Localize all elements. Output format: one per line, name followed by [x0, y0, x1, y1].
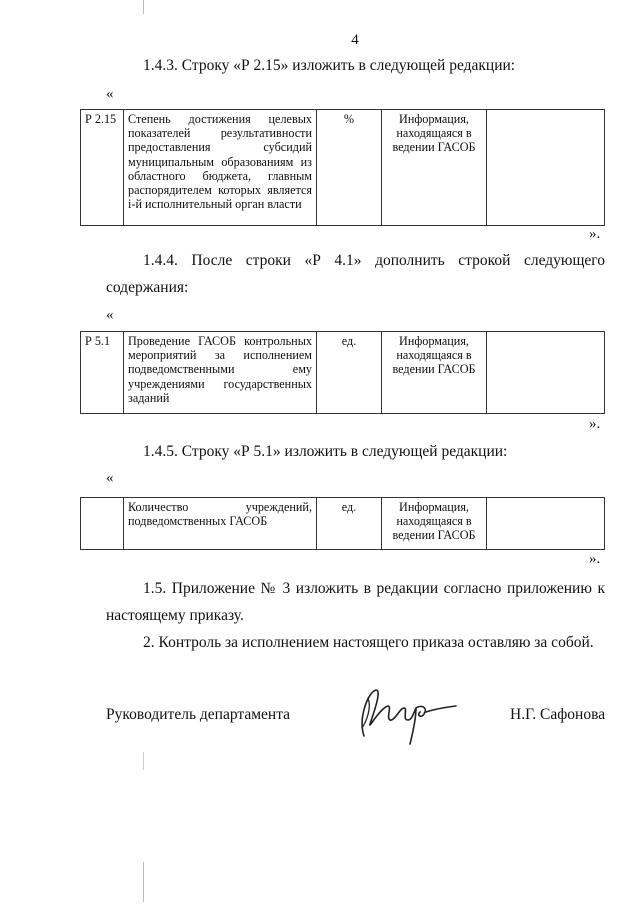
table-row-r5-1-edit	[80, 497, 605, 550]
table-cell-name-line: предоставления субсидий	[128, 140, 312, 155]
table-cell-code: Р 5.1	[81, 332, 124, 414]
scan-dots	[143, 752, 144, 770]
page-number: 4	[351, 32, 359, 48]
paragraph-1-5-line2: настоящему приказу.	[106, 607, 244, 624]
table-cell-name	[124, 498, 317, 550]
quote-open-1: «	[106, 86, 114, 102]
table-cell-empty	[487, 110, 605, 226]
signer-title: Руководитель департамента	[106, 706, 291, 723]
table-cell-name-line: подведомственными ему	[128, 362, 312, 377]
table-cell-name-line: заданий	[128, 390, 170, 405]
paragraph-1-4-3: 1.4.3. Строку «Р 2.15» изложить в следующей редакции:	[143, 57, 516, 74]
handwritten-signature	[350, 678, 460, 748]
table-cell-unit: ед.	[317, 332, 382, 414]
table-cell-name-line: подведомственных ГАСОБ	[128, 514, 268, 529]
table-row-r5-1-new	[80, 331, 605, 414]
table-cell-empty	[487, 498, 605, 550]
table-cell-name-line: Проведение ГАСОБ контрольных	[128, 334, 312, 348]
table-cell-name	[124, 332, 317, 414]
paragraph-2: 2. Контроль за исполнением настоящего приказа оставляю за собой.	[143, 634, 594, 651]
table-cell-name-line: i-й исполнительный орган власти	[128, 197, 302, 212]
table-cell-code: Р 2.15	[81, 110, 124, 226]
quote-close-3: ».	[589, 551, 601, 567]
table-cell-source: Информация, находящаяся в ведении ГАСОБ	[382, 332, 487, 414]
quote-close-1: ».	[589, 226, 601, 242]
scan-line-top	[143, 0, 144, 14]
table-cell-name-line: мероприятий за исполнением	[128, 348, 312, 363]
table-row-r2-15	[80, 109, 605, 226]
table-cell-unit: %	[317, 110, 382, 226]
table-cell-name-line: показателей результативности	[128, 126, 312, 141]
quote-open-3: «	[106, 470, 114, 486]
signer-name: Н.Г. Сафонова	[510, 706, 606, 723]
table-cell-name-line: учреждениями государственных	[128, 376, 312, 391]
quote-open-2: «	[106, 307, 114, 323]
table-cell-unit: ед.	[317, 498, 382, 550]
table-cell-name-line: областного бюджета, главным	[128, 168, 312, 183]
paragraph-1-4-5: 1.4.5. Строку «Р 5.1» изложить в следующей редакции:	[143, 443, 508, 460]
table-cell-name-line: Степень достижения целевых	[128, 112, 312, 126]
paragraph-1-4-4-line1: 1.4.4. После строки «Р 4.1» дополнить строкой следующего	[143, 252, 605, 269]
quote-close-2: ».	[589, 416, 601, 432]
scan-line-bottom	[143, 862, 144, 902]
table-cell-name-line: муниципальным образованиям из	[128, 154, 312, 169]
table-cell-source: Информация, находящаяся в ведении ГАСОБ	[382, 110, 487, 226]
table-cell-source: Информация, находящаяся в ведении ГАСОБ	[382, 498, 487, 550]
paragraph-1-4-4-line2: содержания:	[106, 279, 189, 296]
table-cell-name-line: Количество учреждений,	[128, 500, 312, 514]
paragraph-1-5-line1: 1.5. Приложение № 3 изложить в редакции согласно приложению к	[143, 580, 605, 597]
table-cell-empty	[487, 332, 605, 414]
table-cell-name	[124, 110, 317, 226]
table-cell-code	[81, 498, 124, 550]
table-cell-name-line: распорядителем которых является	[128, 183, 312, 198]
